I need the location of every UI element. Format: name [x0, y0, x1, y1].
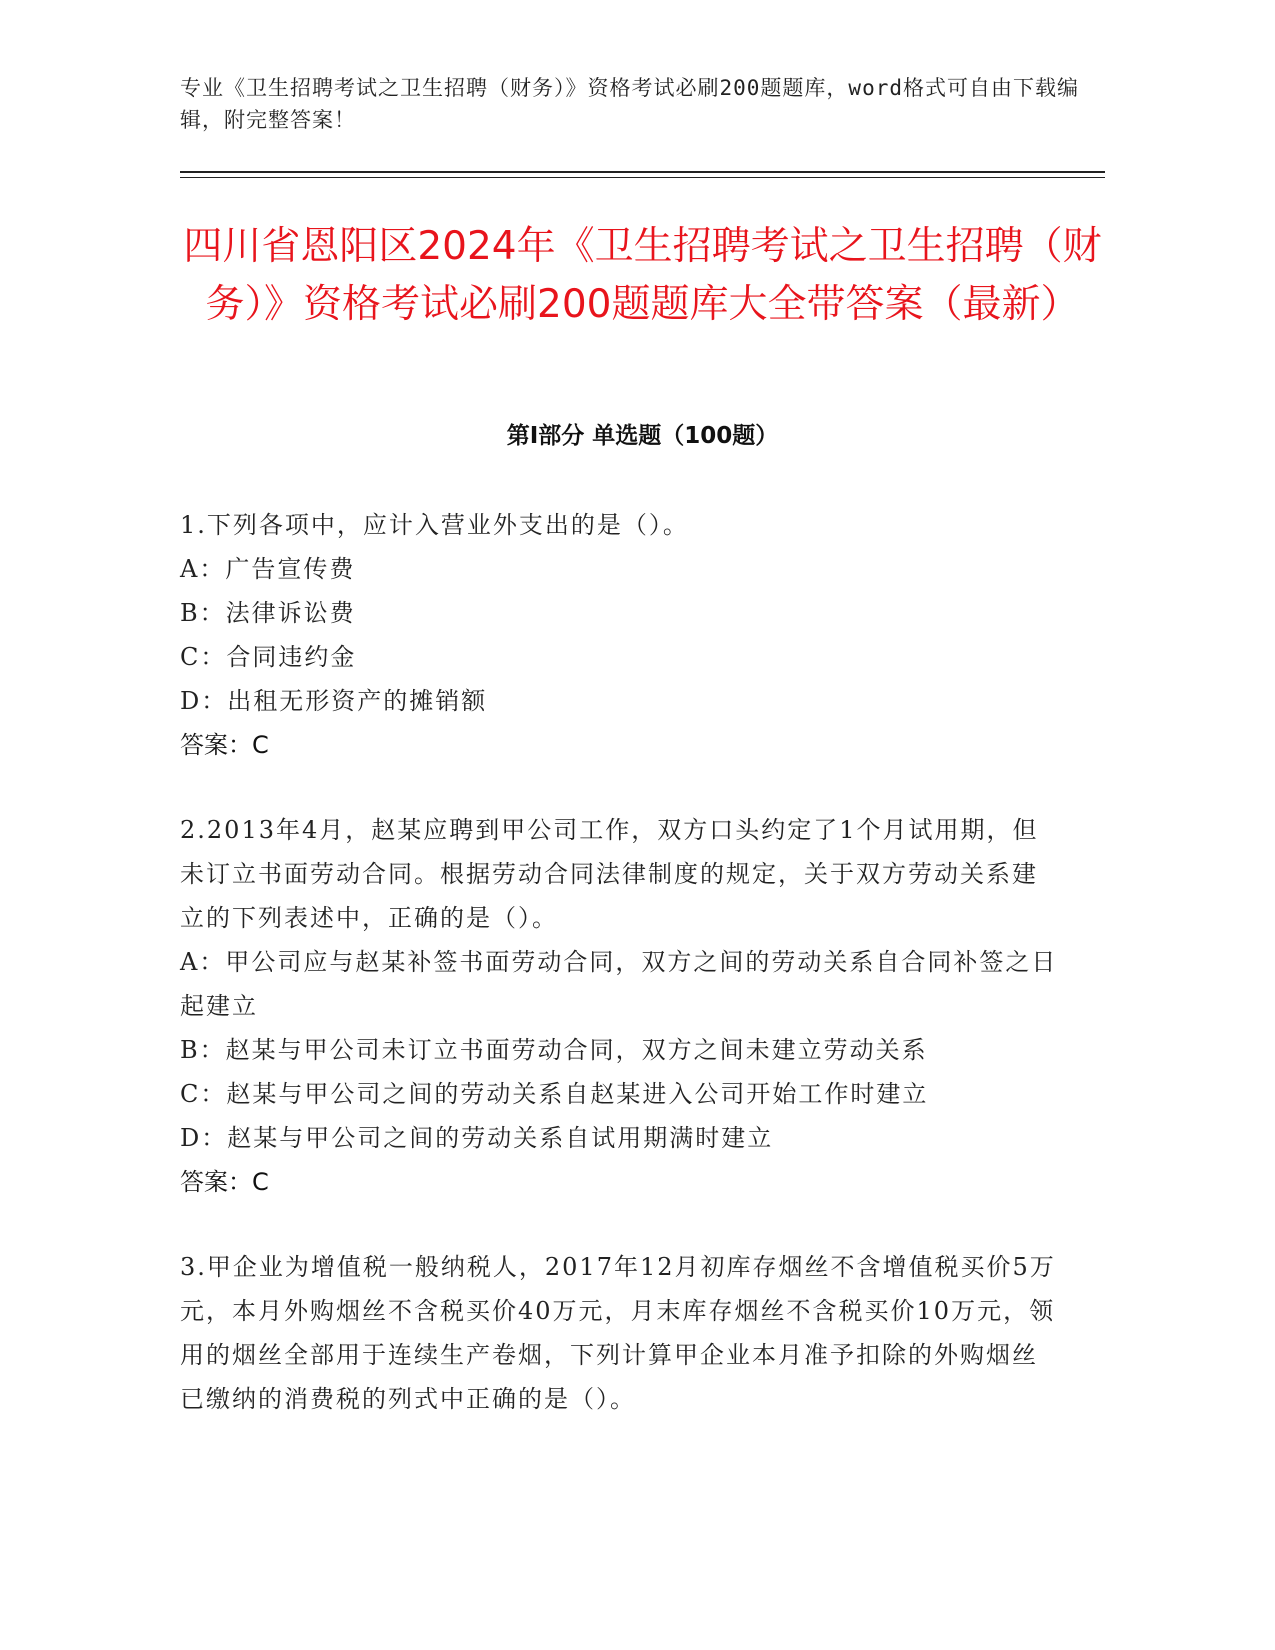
answer: 答案：C — [180, 1168, 269, 1196]
option-c: C：赵某与甲公司之间的劳动关系自赵某进入公司开始工作时建立 — [180, 1080, 929, 1108]
option-b: B：赵某与甲公司未订立书面劳动合同，双方之间未建立劳动关系 — [180, 1036, 928, 1064]
question-2 — [180, 808, 1060, 1204]
option-a: A：广告宣传费 — [180, 555, 356, 583]
question-stem: 3.甲企业为增值税一般纳税人，2017年12月初库存烟丝不含增值税买价5万元，本月外购烟丝不含税买价40万元，月末库存烟丝不含税买价10万元，领用的烟丝全部用于连续生产卷烟，下列计算甲企业本月准予扣除的外购烟丝已缴纳的消费税的列式中正确的是（）。 — [180, 1253, 1056, 1413]
answer: 答案：C — [180, 731, 269, 759]
header-note: 专业《卫生招聘考试之卫生招聘（财务）》资格考试必刷200题题库，word格式可自由下载编辑，附完整答案！ — [180, 76, 1079, 132]
section-heading: 第Ⅰ部分 单选题（100题） — [506, 423, 779, 449]
option-a: A：甲公司应与赵某补签书面劳动合同，双方之间的劳动关系自合同补签之日起建立 — [180, 948, 1058, 1020]
option-d: D：赵某与甲公司之间的劳动关系自试用期满时建立 — [180, 1124, 774, 1152]
question-3 — [180, 1245, 1060, 1421]
question-stem: 1.下列各项中，应计入营业外支出的是（）。 — [180, 511, 689, 539]
option-b: B：法律诉讼费 — [180, 599, 356, 627]
header-divider-thick — [180, 171, 1105, 173]
option-d: D：出租无形资产的摊销额 — [180, 687, 488, 715]
option-c: C：合同违约金 — [180, 643, 357, 671]
document-title: 四川省恩阳区2024年《卫生招聘考试之卫生招聘（财务）》资格考试必刷200题题库大全带答案（最新） — [183, 224, 1102, 327]
question-stem: 2.2013年4月，赵某应聘到甲公司工作，双方口头约定了1个月试用期，但未订立书面劳动合同。根据劳动合同法律制度的规定，关于双方劳动关系建立的下列表述中，正确的是（）。 — [180, 816, 1039, 932]
question-1 — [180, 503, 1060, 767]
header-divider-thin — [180, 177, 1105, 178]
